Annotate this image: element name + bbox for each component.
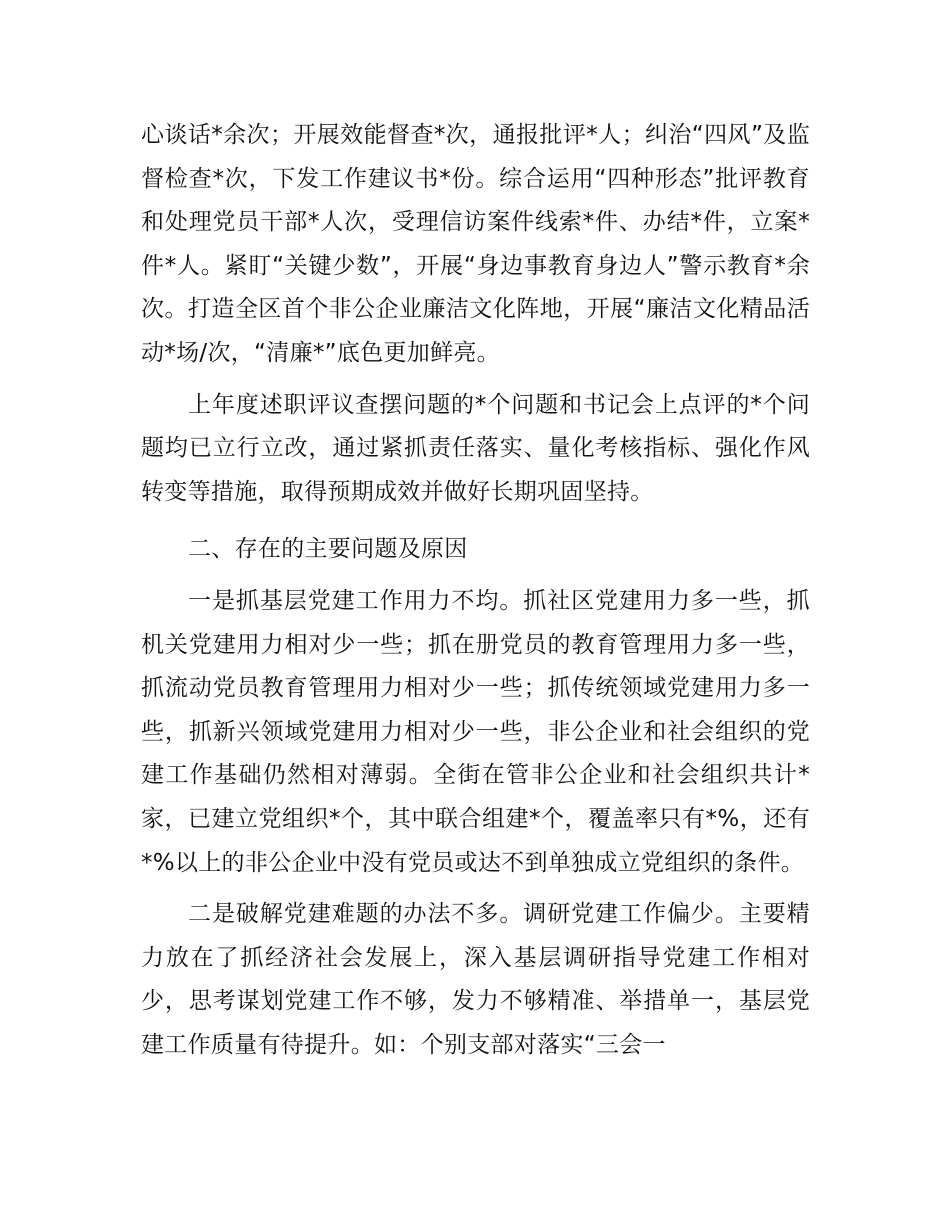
document-body xyxy=(141,114,810,1067)
paragraph-rectification: 上年度述职评议查摆问题的*个问题和书记会上点评的*个问题均已立行立改，通过紧抓责任落实、量化考核指标、强化作风转变等措施，取得预期成效并做好长期巩固坚持。 xyxy=(141,391,810,505)
section-heading-problems: 二、存在的主要问题及原因 xyxy=(188,536,468,563)
paragraph-problem-two: 二是破解党建难题的办法不多。调研党建工作偏少。主要精力放在了抓经济社会发展上，深入基层调研指导党建工作相对少，思考谋划党建工作不够，发力不够精准、举措单一，基层党建工作质量有待提升。如：个别支部对落实“三会一 xyxy=(141,901,810,1058)
paragraph-problem-one: 一是抓基层党建工作用力不均。抓社区党建用力多一些，抓机关党建用力相对少一些；抓在册党员的教育管理用力多一些，抓流动党员教育管理用力相对少一些；抓传统领域党建用力多一些，抓新兴领域党建用力相对少一些，非公企业和社会组织的党建工作基础仍然相对薄弱。全街在管非公企业和社会组织共计*家，已建立党组织*个，其中联合组建*个，覆盖率只有*%，还有*%以上的非公企业中没有党员或达不到单独成立党组织的条件。 xyxy=(141,587,810,876)
paragraph-continuation: 心谈话*余次；开展效能督查*次，通报批评*人；纠治“四风”及监督检查*次，下发工作建议书*份。综合运用“四种形态”批评教育和处理党员干部*人次，受理信访案件线索*件、办结*件，立案*件*人。紧盯“关键少数”，开展“身边事教育身边人”警示教育*余次。打造全区首个非公企业廉洁文化阵地，开展“廉洁文化精品活动*场/次，“清廉*”底色更加鲜亮。 xyxy=(141,122,810,366)
